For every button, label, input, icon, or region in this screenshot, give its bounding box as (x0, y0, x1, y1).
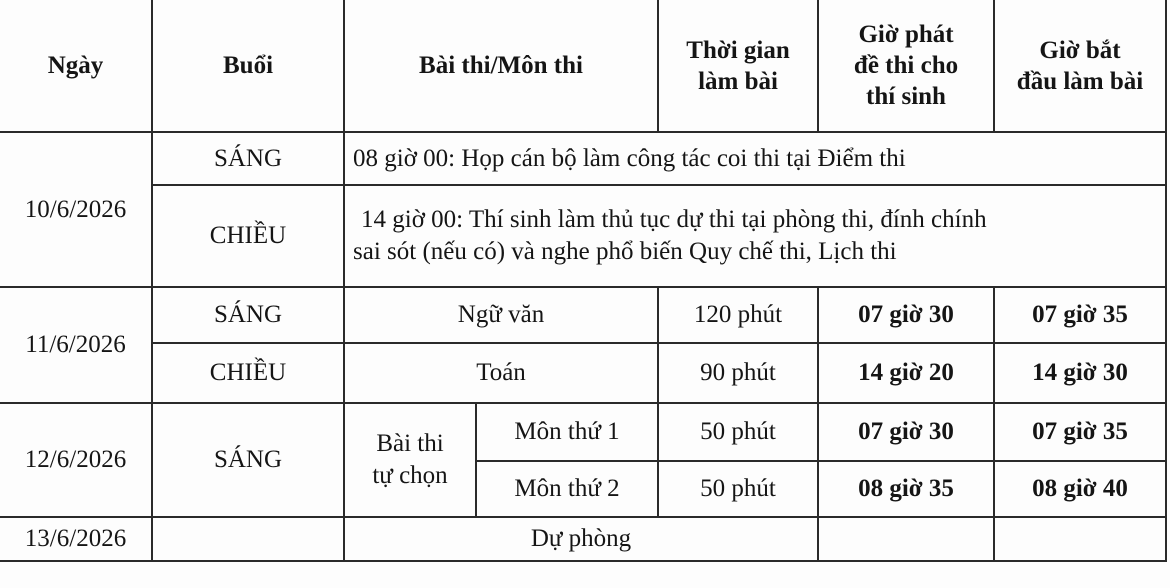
subject-cell: Môn thứ 2 (476, 461, 658, 517)
elective-group-cell (344, 403, 476, 517)
table-row (0, 517, 1166, 561)
duration-cell: 50 phút (658, 403, 818, 461)
table-row (0, 343, 1166, 403)
date-cell: 10/6/2026 (0, 132, 152, 287)
header-handout-line1: Giờ phát (858, 21, 954, 48)
start-time-cell: 07 giờ 35 (994, 403, 1166, 461)
header-duration (658, 0, 818, 132)
elective-group-line2: tự chọn (372, 462, 448, 489)
subject-cell: Toán (344, 343, 658, 403)
elective-group-line1: Bài thi (376, 430, 444, 457)
duration-cell: 90 phút (658, 343, 818, 403)
table-header-row (0, 0, 1166, 132)
header-start-line2: đầu làm bài (1016, 67, 1144, 95)
header-handout-line3: thí sinh (866, 83, 946, 110)
duration-cell: 50 phút (658, 461, 818, 517)
subject-cell: Ngữ văn (344, 287, 658, 343)
handout-time-cell: 07 giờ 30 (818, 287, 994, 343)
table-row (0, 403, 1166, 461)
session-cell: SÁNG (152, 287, 344, 343)
handout-time-cell: 07 giờ 30 (818, 403, 994, 461)
header-subject: Bài thi/Môn thi (344, 0, 658, 132)
header-handout-time (818, 0, 994, 132)
table-row (0, 185, 1166, 287)
note-cell (344, 185, 1166, 287)
duration-cell: 120 phút (658, 287, 818, 343)
header-handout-line2: đề thi cho (853, 52, 959, 79)
session-cell (152, 517, 344, 561)
date-cell: 13/6/2026 (0, 517, 152, 561)
note-line1: 14 giờ 00: Thí sinh làm thủ tục dự thi tại phòng thi, đính chính (361, 206, 987, 233)
header-session: Buổi (152, 0, 344, 132)
note-line2: sai sót (nếu có) và nghe phổ biến Quy chế thi, Lịch thi (353, 238, 897, 265)
start-time-cell (994, 517, 1166, 561)
note-cell: Dự phòng (344, 517, 818, 561)
start-time-cell: 07 giờ 35 (994, 287, 1166, 343)
handout-time-cell: 08 giờ 35 (818, 461, 994, 517)
header-duration-line2: làm bài (698, 67, 778, 95)
header-start-time (994, 0, 1166, 132)
session-cell: SÁNG (152, 132, 344, 185)
table-row (0, 287, 1166, 343)
handout-time-cell (818, 517, 994, 561)
date-cell: 12/6/2026 (0, 403, 152, 517)
table-row (0, 132, 1166, 185)
header-duration-line1: Thời gian (686, 36, 790, 64)
header-day: Ngày (0, 0, 152, 132)
subject-cell: Môn thứ 1 (476, 403, 658, 461)
start-time-cell: 08 giờ 40 (994, 461, 1166, 517)
date-cell: 11/6/2026 (0, 287, 152, 403)
start-time-cell: 14 giờ 30 (994, 343, 1166, 403)
header-start-line1: Giờ bắt (1039, 36, 1121, 64)
session-cell: CHIỀU (152, 343, 344, 403)
handout-time-cell: 14 giờ 20 (818, 343, 994, 403)
note-cell: 08 giờ 00: Họp cán bộ làm công tác coi thi tại Điểm thi (344, 132, 1166, 185)
session-cell: SÁNG (152, 403, 344, 517)
session-cell: CHIỀU (152, 185, 344, 287)
